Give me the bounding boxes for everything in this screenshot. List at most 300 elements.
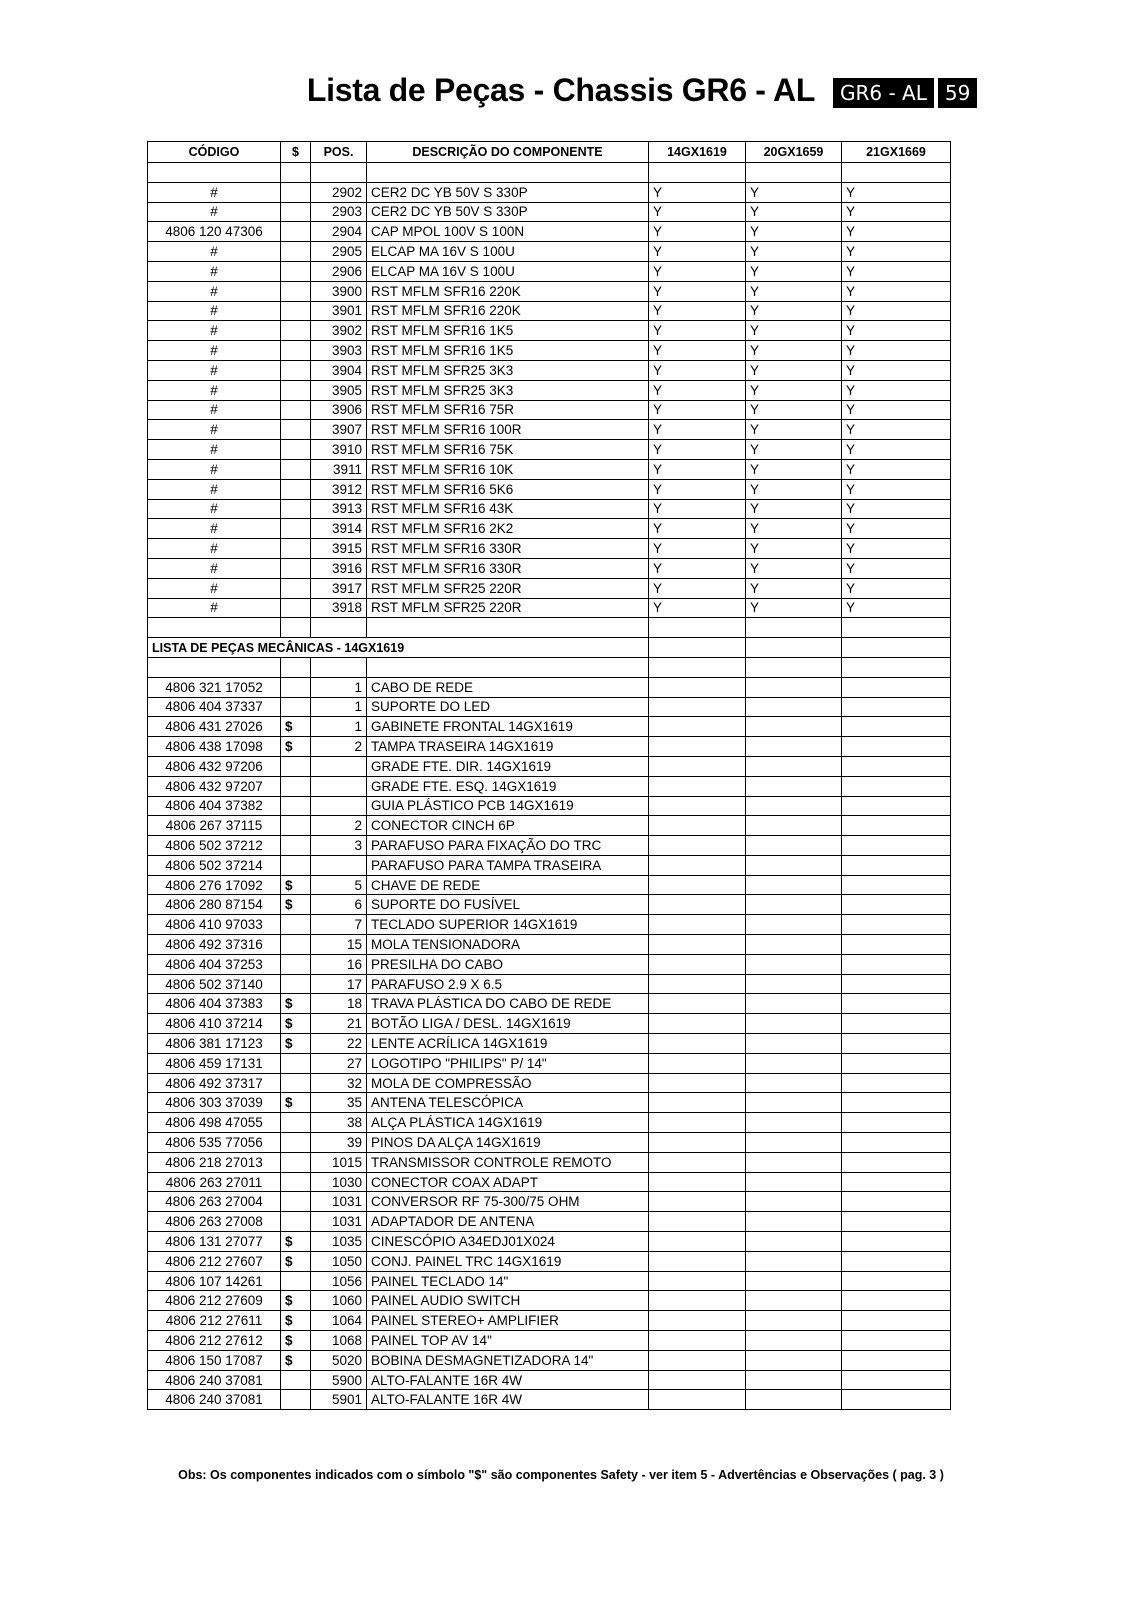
model-2-flag: Y xyxy=(746,360,842,380)
position: 1030 xyxy=(311,1172,367,1192)
model-1-flag: Y xyxy=(649,479,746,499)
part-code: # xyxy=(148,519,281,539)
table-row xyxy=(148,1311,951,1331)
safety-note: Obs: Os componentes indicados com o símbolo "$" são componentes Safety - ver item 5 - Advertências e Observações ( pag. 3 ) xyxy=(178,1468,944,1482)
model-3-flag xyxy=(842,1093,951,1113)
position: 2 xyxy=(311,737,367,757)
table-row xyxy=(148,558,951,578)
model-3-flag xyxy=(842,1311,951,1331)
model-2-flag xyxy=(746,677,842,697)
model-2-flag xyxy=(746,1311,842,1331)
description: GUIA PLÁSTICO PCB 14GX1619 xyxy=(367,796,649,816)
model-3-flag xyxy=(842,1053,951,1073)
model-2-flag: Y xyxy=(746,459,842,479)
position: 3902 xyxy=(311,321,367,341)
model-1-flag: Y xyxy=(649,261,746,281)
model-2-flag xyxy=(746,974,842,994)
model-2-flag xyxy=(746,1053,842,1073)
model-2-flag: Y xyxy=(746,499,842,519)
position: 1064 xyxy=(311,1311,367,1331)
description: ELCAP MA 16V S 100U xyxy=(367,261,649,281)
description: CABO DE REDE xyxy=(367,677,649,697)
model-3-flag xyxy=(842,677,951,697)
model-2-flag: Y xyxy=(746,301,842,321)
table-row xyxy=(148,380,951,400)
model-1-flag: Y xyxy=(649,242,746,262)
model-3-flag xyxy=(842,1390,951,1410)
model-3-flag xyxy=(842,776,951,796)
table-row xyxy=(148,935,951,955)
description: TRAVA PLÁSTICA DO CABO DE REDE xyxy=(367,994,649,1014)
position: 35 xyxy=(311,1093,367,1113)
model-2-flag xyxy=(746,1192,842,1212)
model-3-flag: Y xyxy=(842,479,951,499)
position: 1 xyxy=(311,677,367,697)
blank-cell xyxy=(311,618,367,638)
model-2-flag: Y xyxy=(746,380,842,400)
description: GRADE FTE. ESQ. 14GX1619 xyxy=(367,776,649,796)
description: RST MFLM SFR16 75R xyxy=(367,400,649,420)
description: LENTE ACRÍLICA 14GX1619 xyxy=(367,1034,649,1054)
part-code: # xyxy=(148,242,281,262)
model-2-flag xyxy=(746,915,842,935)
position: 3901 xyxy=(311,301,367,321)
description: TRANSMISSOR CONTROLE REMOTO xyxy=(367,1152,649,1172)
model-3-flag: Y xyxy=(842,360,951,380)
part-code: 4806 432 97207 xyxy=(148,776,281,796)
table-row xyxy=(148,776,951,796)
position: 6 xyxy=(311,895,367,915)
part-code: 4806 120 47306 xyxy=(148,222,281,242)
header-code: CÓDIGO xyxy=(148,142,281,163)
model-3-flag xyxy=(842,717,951,737)
safety-mark xyxy=(281,677,311,697)
blank-cell xyxy=(281,657,311,677)
safety-mark: $ xyxy=(281,1232,311,1252)
table-row xyxy=(148,1331,951,1351)
model-1-flag: Y xyxy=(649,301,746,321)
model-1-flag xyxy=(649,855,746,875)
part-code: 4806 280 87154 xyxy=(148,895,281,915)
table-header-row xyxy=(148,142,951,163)
table-row xyxy=(148,1271,951,1291)
table-body xyxy=(148,163,951,1410)
safety-mark: $ xyxy=(281,717,311,737)
model-2-flag: Y xyxy=(746,519,842,539)
part-code: # xyxy=(148,281,281,301)
header-model-2: 20GX1659 xyxy=(746,142,842,163)
blank-cell xyxy=(746,163,842,183)
table-row xyxy=(148,1390,951,1410)
model-2-flag xyxy=(746,796,842,816)
model-1-flag xyxy=(649,1192,746,1212)
position: 3904 xyxy=(311,360,367,380)
blank-cell xyxy=(746,657,842,677)
safety-mark xyxy=(281,1370,311,1390)
model-1-flag xyxy=(649,1093,746,1113)
table-row xyxy=(148,1014,951,1034)
position: 1060 xyxy=(311,1291,367,1311)
position: 1031 xyxy=(311,1212,367,1232)
part-code: # xyxy=(148,499,281,519)
model-1-flag: Y xyxy=(649,459,746,479)
safety-mark: $ xyxy=(281,1093,311,1113)
description: PARAFUSO PARA TAMPA TRASEIRA xyxy=(367,855,649,875)
model-3-flag xyxy=(842,1133,951,1153)
model-2-flag xyxy=(746,1073,842,1093)
model-3-flag xyxy=(842,1113,951,1133)
blank-cell xyxy=(311,657,367,677)
description: PAINEL STEREO+ AMPLIFIER xyxy=(367,1311,649,1331)
blank-cell xyxy=(842,163,951,183)
table-row xyxy=(148,321,951,341)
position: 3 xyxy=(311,836,367,856)
model-3-flag xyxy=(842,974,951,994)
description: PARAFUSO 2.9 X 6.5 xyxy=(367,974,649,994)
model-1-flag xyxy=(649,1034,746,1054)
description: CER2 DC YB 50V S 330P xyxy=(367,202,649,222)
description: RST MFLM SFR16 330R xyxy=(367,558,649,578)
position: 3912 xyxy=(311,479,367,499)
model-2-flag xyxy=(746,1390,842,1410)
model-2-flag xyxy=(746,717,842,737)
description: BOBINA DESMAGNETIZADORA 14" xyxy=(367,1350,649,1370)
model-2-flag xyxy=(746,1271,842,1291)
position: 1035 xyxy=(311,1232,367,1252)
safety-mark xyxy=(281,301,311,321)
position: 1015 xyxy=(311,1152,367,1172)
part-code: 4806 263 27008 xyxy=(148,1212,281,1232)
section-title: LISTA DE PEÇAS MECÂNICAS - 14GX1619 xyxy=(148,638,649,658)
part-code: # xyxy=(148,578,281,598)
description: MOLA TENSIONADORA xyxy=(367,935,649,955)
safety-mark xyxy=(281,697,311,717)
model-3-flag xyxy=(842,1331,951,1351)
description: ALTO-FALANTE 16R 4W xyxy=(367,1390,649,1410)
blank-row xyxy=(148,657,951,677)
blank-cell xyxy=(311,163,367,183)
model-2-flag: Y xyxy=(746,321,842,341)
model-2-flag: Y xyxy=(746,400,842,420)
safety-mark: $ xyxy=(281,1251,311,1271)
description: CONECTOR CINCH 6P xyxy=(367,816,649,836)
model-2-flag: Y xyxy=(746,261,842,281)
table-row xyxy=(148,737,951,757)
model-1-flag xyxy=(649,895,746,915)
model-1-flag xyxy=(649,1113,746,1133)
safety-mark: $ xyxy=(281,1291,311,1311)
model-1-flag xyxy=(649,954,746,974)
header-safety: $ xyxy=(281,142,311,163)
safety-mark xyxy=(281,756,311,776)
model-1-flag: Y xyxy=(649,519,746,539)
model-2-flag xyxy=(746,1172,842,1192)
model-2-flag xyxy=(746,1251,842,1271)
model-3-flag xyxy=(842,1370,951,1390)
description: RST MFLM SFR16 75K xyxy=(367,440,649,460)
model-3-flag xyxy=(842,1192,951,1212)
model-3-flag: Y xyxy=(842,519,951,539)
safety-mark: $ xyxy=(281,875,311,895)
part-code: # xyxy=(148,558,281,578)
model-3-flag xyxy=(842,1350,951,1370)
part-code: 4806 535 77056 xyxy=(148,1133,281,1153)
part-code: 4806 150 17087 xyxy=(148,1350,281,1370)
position: 2903 xyxy=(311,202,367,222)
part-code: 4806 321 17052 xyxy=(148,677,281,697)
blank-cell xyxy=(148,618,281,638)
model-2-flag xyxy=(746,776,842,796)
safety-mark xyxy=(281,935,311,955)
model-3-flag: Y xyxy=(842,222,951,242)
safety-mark xyxy=(281,380,311,400)
description: CONJ. PAINEL TRC 14GX1619 xyxy=(367,1251,649,1271)
model-1-flag: Y xyxy=(649,202,746,222)
part-code: 4806 303 37039 xyxy=(148,1093,281,1113)
position xyxy=(311,855,367,875)
table-row xyxy=(148,202,951,222)
model-3-flag: Y xyxy=(842,380,951,400)
blank-cell xyxy=(367,163,649,183)
description: BOTÃO LIGA / DESL. 14GX1619 xyxy=(367,1014,649,1034)
description: ALTO-FALANTE 16R 4W xyxy=(367,1370,649,1390)
table-row xyxy=(148,519,951,539)
part-code: 4806 410 97033 xyxy=(148,915,281,935)
model-1-flag xyxy=(649,677,746,697)
part-code: 4806 459 17131 xyxy=(148,1053,281,1073)
safety-mark: $ xyxy=(281,1014,311,1034)
model-1-flag xyxy=(649,697,746,717)
part-code: 4806 431 27026 xyxy=(148,717,281,737)
blank-cell xyxy=(649,657,746,677)
model-3-flag xyxy=(842,1073,951,1093)
position: 3907 xyxy=(311,420,367,440)
model-1-flag xyxy=(649,1251,746,1271)
description: TAMPA TRASEIRA 14GX1619 xyxy=(367,737,649,757)
table-row xyxy=(148,420,951,440)
part-code: 4806 212 27607 xyxy=(148,1251,281,1271)
position: 1050 xyxy=(311,1251,367,1271)
position: 3910 xyxy=(311,440,367,460)
model-2-flag: Y xyxy=(746,281,842,301)
model-1-flag xyxy=(649,1152,746,1172)
model-2-flag xyxy=(746,1331,842,1351)
model-3-flag xyxy=(842,737,951,757)
model-3-flag: Y xyxy=(842,321,951,341)
table-row xyxy=(148,875,951,895)
safety-mark: $ xyxy=(281,1331,311,1351)
table-row xyxy=(148,578,951,598)
model-3-flag xyxy=(842,836,951,856)
safety-mark xyxy=(281,222,311,242)
model-3-flag: Y xyxy=(842,598,951,618)
part-code: # xyxy=(148,321,281,341)
model-3-flag xyxy=(842,1232,951,1252)
position xyxy=(311,756,367,776)
description: RST MFLM SFR25 220R xyxy=(367,578,649,598)
model-3-flag xyxy=(842,954,951,974)
model-1-flag: Y xyxy=(649,499,746,519)
safety-mark xyxy=(281,776,311,796)
safety-mark: $ xyxy=(281,737,311,757)
part-code: # xyxy=(148,400,281,420)
description: PAINEL TECLADO 14" xyxy=(367,1271,649,1291)
safety-mark xyxy=(281,836,311,856)
model-2-flag: Y xyxy=(746,420,842,440)
model-3-flag: Y xyxy=(842,539,951,559)
safety-mark xyxy=(281,1053,311,1073)
model-1-flag xyxy=(649,1053,746,1073)
part-code: 4806 263 27011 xyxy=(148,1172,281,1192)
safety-mark xyxy=(281,1212,311,1232)
safety-mark xyxy=(281,1152,311,1172)
safety-mark xyxy=(281,360,311,380)
blank-cell xyxy=(367,618,649,638)
safety-mark xyxy=(281,1271,311,1291)
table-row xyxy=(148,1232,951,1252)
description: CONECTOR COAX ADAPT xyxy=(367,1172,649,1192)
description: ANTENA TELESCÓPICA xyxy=(367,1093,649,1113)
model-2-flag xyxy=(746,697,842,717)
model-3-flag xyxy=(842,1271,951,1291)
safety-mark xyxy=(281,341,311,361)
description: GABINETE FRONTAL 14GX1619 xyxy=(367,717,649,737)
table-row xyxy=(148,499,951,519)
description: ALÇA PLÁSTICA 14GX1619 xyxy=(367,1113,649,1133)
model-2-flag: Y xyxy=(746,182,842,202)
safety-mark xyxy=(281,598,311,618)
part-code: # xyxy=(148,459,281,479)
table-row xyxy=(148,539,951,559)
model-2-flag: Y xyxy=(746,598,842,618)
part-code: 4806 263 27004 xyxy=(148,1192,281,1212)
model-3-flag xyxy=(842,1212,951,1232)
blank-cell xyxy=(746,638,842,658)
description: PINOS DA ALÇA 14GX1619 xyxy=(367,1133,649,1153)
description: TECLADO SUPERIOR 14GX1619 xyxy=(367,915,649,935)
model-1-flag xyxy=(649,717,746,737)
model-1-flag: Y xyxy=(649,440,746,460)
position: 3916 xyxy=(311,558,367,578)
safety-mark xyxy=(281,321,311,341)
model-3-flag xyxy=(842,796,951,816)
table-row xyxy=(148,598,951,618)
safety-mark xyxy=(281,261,311,281)
model-2-flag xyxy=(746,1370,842,1390)
safety-mark xyxy=(281,400,311,420)
model-3-flag xyxy=(842,935,951,955)
model-3-flag: Y xyxy=(842,440,951,460)
description: RST MFLM SFR16 220K xyxy=(367,281,649,301)
table-row xyxy=(148,301,951,321)
model-3-flag: Y xyxy=(842,242,951,262)
model-1-flag: Y xyxy=(649,222,746,242)
model-3-flag xyxy=(842,875,951,895)
safety-mark xyxy=(281,578,311,598)
model-2-flag xyxy=(746,954,842,974)
model-1-flag: Y xyxy=(649,400,746,420)
table-row xyxy=(148,1113,951,1133)
model-2-flag xyxy=(746,1014,842,1034)
table-row xyxy=(148,756,951,776)
table-row xyxy=(148,816,951,836)
model-1-flag xyxy=(649,1291,746,1311)
model-3-flag xyxy=(842,756,951,776)
safety-mark: $ xyxy=(281,895,311,915)
position xyxy=(311,796,367,816)
table-row xyxy=(148,1073,951,1093)
model-1-flag xyxy=(649,1331,746,1351)
position: 5900 xyxy=(311,1370,367,1390)
table-row xyxy=(148,717,951,737)
table-row xyxy=(148,855,951,875)
part-code: 4806 276 17092 xyxy=(148,875,281,895)
position: 7 xyxy=(311,915,367,935)
position: 3913 xyxy=(311,499,367,519)
table-row xyxy=(148,1133,951,1153)
safety-mark xyxy=(281,440,311,460)
model-1-flag: Y xyxy=(649,558,746,578)
model-2-flag xyxy=(746,935,842,955)
model-1-flag: Y xyxy=(649,182,746,202)
table-row xyxy=(148,1053,951,1073)
blank-cell xyxy=(649,638,746,658)
safety-mark xyxy=(281,1113,311,1133)
part-code: 4806 212 27611 xyxy=(148,1311,281,1331)
description: PARAFUSO PARA FIXAÇÃO DO TRC xyxy=(367,836,649,856)
part-code: 4806 240 37081 xyxy=(148,1370,281,1390)
safety-mark xyxy=(281,499,311,519)
model-2-flag: Y xyxy=(746,578,842,598)
description: PAINEL TOP AV 14" xyxy=(367,1331,649,1351)
part-code: # xyxy=(148,479,281,499)
model-3-flag: Y xyxy=(842,578,951,598)
model-2-flag xyxy=(746,1152,842,1172)
blank-cell xyxy=(842,657,951,677)
description: CONVERSOR RF 75-300/75 OHM xyxy=(367,1192,649,1212)
model-1-flag: Y xyxy=(649,598,746,618)
model-1-flag xyxy=(649,816,746,836)
model-1-flag xyxy=(649,1370,746,1390)
table-row xyxy=(148,341,951,361)
description: CINESCÓPIO A34EDJ01X024 xyxy=(367,1232,649,1252)
position: 21 xyxy=(311,1014,367,1034)
safety-mark xyxy=(281,974,311,994)
table-row xyxy=(148,1350,951,1370)
table-row xyxy=(148,994,951,1014)
safety-mark xyxy=(281,459,311,479)
safety-mark xyxy=(281,1172,311,1192)
model-1-flag: Y xyxy=(649,360,746,380)
model-1-flag: Y xyxy=(649,341,746,361)
safety-mark xyxy=(281,796,311,816)
model-2-flag xyxy=(746,836,842,856)
model-2-flag xyxy=(746,1291,842,1311)
table-row xyxy=(148,1152,951,1172)
model-1-flag: Y xyxy=(649,420,746,440)
part-code: # xyxy=(148,420,281,440)
model-3-flag: Y xyxy=(842,499,951,519)
position: 3900 xyxy=(311,281,367,301)
model-3-flag: Y xyxy=(842,558,951,578)
description: RST MFLM SFR16 1K5 xyxy=(367,321,649,341)
part-code: 4806 404 37382 xyxy=(148,796,281,816)
model-1-flag xyxy=(649,836,746,856)
model-2-flag xyxy=(746,1133,842,1153)
model-3-flag: Y xyxy=(842,182,951,202)
model-3-flag: Y xyxy=(842,341,951,361)
part-code: 4806 131 27077 xyxy=(148,1232,281,1252)
